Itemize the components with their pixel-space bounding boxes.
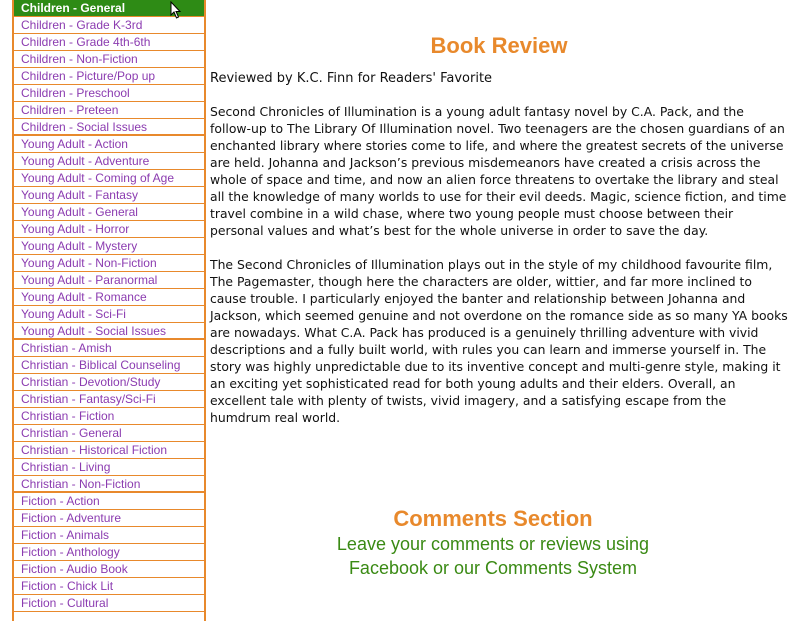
sidebar-item-young-adult-general[interactable]: Young Adult - General: [14, 204, 204, 221]
sidebar-item-christian-non-fiction[interactable]: Christian - Non-Fiction: [14, 476, 204, 493]
review-byline: Reviewed by K.C. Finn for Readers' Favorite: [210, 71, 493, 86]
sidebar-item-fiction-animals[interactable]: Fiction - Animals: [14, 527, 204, 544]
sidebar-item-children-social-issues[interactable]: Children - Social Issues: [14, 119, 204, 136]
category-sidebar: [12, 0, 206, 621]
sidebar-item-young-adult-action[interactable]: Young Adult - Action: [14, 136, 204, 153]
comments-title: Comments Section: [393, 506, 593, 531]
sidebar-item-christian-fantasy-sci-fi[interactable]: Christian - Fantasy/Sci-Fi: [14, 391, 204, 408]
sidebar-item-children-general[interactable]: [14, 0, 204, 17]
sidebar-item-children-grade-4th-6th[interactable]: Children - Grade 4th-6th: [14, 34, 204, 51]
sidebar-item-fiction-audio-book[interactable]: Fiction - Audio Book: [14, 561, 204, 578]
sidebar-item-christian-fiction[interactable]: Christian - Fiction: [14, 408, 204, 425]
review-paragraph: Second Chronicles of Illumination is a young adult fantasy novel by C.A. Pack, and the follow-up to The Library Of Illumination novel. Two teenagers are the chosen guardians of an enchanted library where stories come to life, and where the greatest secrets of the universe are held. Johanna and Jackson’s previous misdemeanors have created a crisis across the whole of space and time, and now an alien force threatens to overtake the library and steal all the knowledge of many worlds to use for their evil deeds. Magic, science fiction, and time travel combine in a wild chase, where two young people must choose between their personal values and what’s best for the whole universe in order to save the day.: [210, 104, 787, 238]
sidebar-item-children-preteen[interactable]: Children - Preteen: [14, 102, 204, 119]
sidebar-item-christian-biblical-counseling[interactable]: Christian - Biblical Counseling: [14, 357, 204, 374]
sidebar-item-young-adult-non-fiction[interactable]: Young Adult - Non-Fiction: [14, 255, 204, 272]
sidebar-item-children-picture-pop-up[interactable]: Children - Picture/Pop up: [14, 68, 204, 85]
review-paragraph: The Second Chronicles of Illumination plays out in the style of my childhood favourite film, The Pagemaster, though here the characters are older, wittier, and far more inclined to cause trouble. I particularly enjoyed the banter and relationship between Johanna and Jackson, which seemed genuine and not overdone on the romance side as so many YA books are nowadays. What C.A. Pack has produced is a genuinely thrilling adventure with vivid descriptions and a fully built world, with rules you can learn and immerse yourself in. The story was highly unpredictable due to its inventive concept and multi-genre style, making it an exciting yet sophisticated read for both young adults and their elders. Overall, an excellent tale with plenty of twists, vivid imagery, and a satisfying escape from the humdrum real world.: [210, 257, 788, 425]
sidebar-item-young-adult-coming-of-age[interactable]: Young Adult - Coming of Age: [14, 170, 204, 187]
sidebar-item-fiction-chick-lit[interactable]: Fiction - Chick Lit: [14, 578, 204, 595]
review-content: [210, 0, 788, 426]
sidebar-item-christian-historical-fiction[interactable]: Christian - Historical Fiction: [14, 442, 204, 459]
sidebar-item-fiction-cultural[interactable]: Fiction - Cultural: [14, 595, 204, 612]
sidebar-item-fiction-action[interactable]: Fiction - Action: [14, 493, 204, 510]
sidebar-item-young-adult-horror[interactable]: Young Adult - Horror: [14, 221, 204, 238]
sidebar-item-christian-general[interactable]: Christian - General: [14, 425, 204, 442]
sidebar-item-children-non-fiction[interactable]: Children - Non-Fiction: [14, 51, 204, 68]
sidebar-item-children-grade-k-3rd[interactable]: Children - Grade K-3rd: [14, 17, 204, 34]
comments-section: [210, 506, 776, 580]
sidebar-item-young-adult-paranormal[interactable]: Young Adult - Paranormal: [14, 272, 204, 289]
sidebar-item-fiction-adventure[interactable]: Fiction - Adventure: [14, 510, 204, 527]
sidebar-item-young-adult-sci-fi[interactable]: Young Adult - Sci-Fi: [14, 306, 204, 323]
sidebar-item-young-adult-romance[interactable]: Young Adult - Romance: [14, 289, 204, 306]
sidebar-item-young-adult-social-issues[interactable]: Young Adult - Social Issues: [14, 323, 204, 340]
sidebar-item-young-adult-adventure[interactable]: Young Adult - Adventure: [14, 153, 204, 170]
comments-instruction: Leave your comments or reviews using: [336, 534, 650, 554]
sidebar-item-fiction-anthology[interactable]: Fiction - Anthology: [14, 544, 204, 561]
page-title: Book Review: [430, 33, 568, 58]
comments-instruction: Facebook or our Comments System: [348, 558, 638, 578]
sidebar-item-label: Children - General: [21, 1, 126, 15]
sidebar-item-young-adult-fantasy[interactable]: Young Adult - Fantasy: [14, 187, 204, 204]
sidebar-item-christian-amish[interactable]: Christian - Amish: [14, 340, 204, 357]
sidebar-item-christian-devotion-study[interactable]: Christian - Devotion/Study: [14, 374, 204, 391]
sidebar-item-children-preschool[interactable]: Children - Preschool: [14, 85, 204, 102]
sidebar-item-christian-living[interactable]: Christian - Living: [14, 459, 204, 476]
sidebar-item-young-adult-mystery[interactable]: Young Adult - Mystery: [14, 238, 204, 255]
